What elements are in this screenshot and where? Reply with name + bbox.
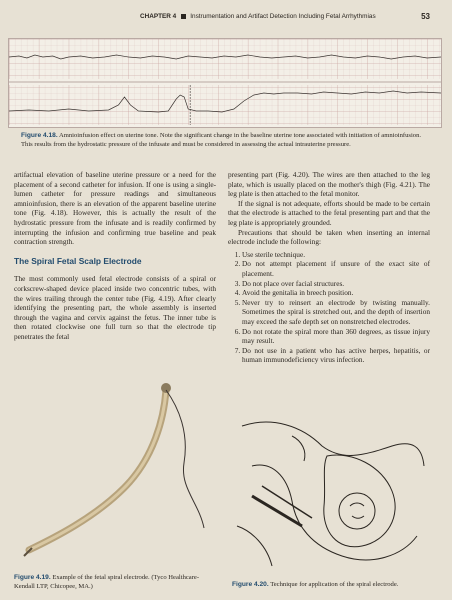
toco-grid bbox=[9, 85, 441, 125]
square-bullet-icon bbox=[181, 14, 186, 19]
figure-4-19-caption bbox=[14, 574, 214, 591]
list-item: 3. Do not place over facial structures. bbox=[242, 279, 430, 289]
right-paragraph-1: presenting part (Fig. 4.20). The wires are then attached to the leg plate, which is usually placed on the mother's thigh (Fig. 4.21). The leg plate is then attached to the fetal monitor. bbox=[228, 170, 430, 199]
tracing-svg bbox=[9, 39, 441, 127]
figure-4-20-label: Figure 4.20. bbox=[232, 581, 269, 588]
right-paragraph-3: Precautions that should be taken when inserting an internal electrode include the following: bbox=[228, 227, 430, 247]
list-item: 5. Never try to reinsert an electrode by twisting manually. Sometimes the spiral is stretched out, and the depth of insertion may exceed the safe depth set on nonstretched electrodes. bbox=[242, 298, 430, 327]
spiral-electrode-photo bbox=[14, 378, 214, 558]
list-item: 7. Do not use in a patient who has active herpes, hepatitis, or human immunodeficiency virus infection. bbox=[242, 346, 430, 365]
figure-4-20-image bbox=[232, 406, 428, 576]
chapter-label: CHAPTER 4 bbox=[140, 12, 177, 20]
list-item: 2. Do not attempt placement if unsure of the exact site of placement. bbox=[242, 259, 430, 278]
list-item: 6. Do not rotate the spiral more than 360 degrees, as tissue injury may result. bbox=[242, 327, 430, 346]
application-drawing bbox=[232, 406, 428, 576]
page-number: 53 bbox=[421, 11, 430, 21]
left-column bbox=[14, 170, 216, 342]
list-item: 4. Avoid the genitalia in breech position. bbox=[242, 288, 430, 298]
figure-4-20-text: Technique for application of the spiral electrode. bbox=[270, 581, 399, 588]
figure-4-19-text: Example of the fetal spiral electrode. (Tyco Healthcare-Kendall LTP, Chicopee, MA.) bbox=[14, 574, 200, 590]
figure-4-18-label: Figure 4.18. bbox=[21, 132, 58, 139]
figure-4-20-caption bbox=[232, 581, 432, 590]
monitor-strip-figure bbox=[8, 38, 442, 128]
right-paragraph-2: If the signal is not adequate, efforts should be made to be certain that the electrode is attached to the fetal presenting part and that the leg plate is appropriately grounded. bbox=[228, 198, 430, 227]
precautions-list bbox=[228, 250, 430, 365]
running-header bbox=[140, 9, 430, 23]
right-column bbox=[228, 170, 430, 365]
figure-4-18-text: Amnioinfusion effect on uterine tone. Note the significant change in the baseline uterine tone associated with initiation of amnioinfusion. This results from the hydrostatic pressure of the infusate and must be considered in assessing the actual intrauterine pressure. bbox=[21, 132, 422, 148]
figure-4-19-image bbox=[14, 378, 214, 558]
list-item: 1. Use sterile technique. bbox=[242, 250, 430, 260]
figure-4-19-label: Figure 4.19. bbox=[14, 574, 51, 581]
chapter-title: Instrumentation and Artifact Detection Including Fetal Arrhythmias bbox=[190, 12, 376, 20]
left-paragraph-2: The most commonly used fetal electrode consists of a spiral or corkscrew-shaped device placed inside two concentric tubes, with the wires trailing through the center tube (Fig. 4.19). After clearly identifying the presenting part, the whole assembly is inserted through the vagina and cervix against the fetus. The inner tube is then rotated clockwise one full turn so that the electrode tip penetrates the fetal bbox=[14, 274, 216, 341]
left-paragraph-1: artifactual elevation of baseline uterine pressure or a need for the placement of a second catheter for infusion. If one is using a single-lumen catheter for pressure readings and simultaneous amnioinfusion, there is an elevation of the apparent baseline uterine tone (Fig. 4.18). However, this is actually the result of the hydrostatic pressure from the infusate and is readily confirmed by interrupting the infusion and confirming true baseline and peak contraction strength. bbox=[14, 170, 216, 247]
figure-4-18-caption bbox=[21, 131, 424, 149]
section-heading: The Spiral Fetal Scalp Electrode bbox=[14, 255, 142, 266]
fhr-grid bbox=[9, 39, 441, 79]
